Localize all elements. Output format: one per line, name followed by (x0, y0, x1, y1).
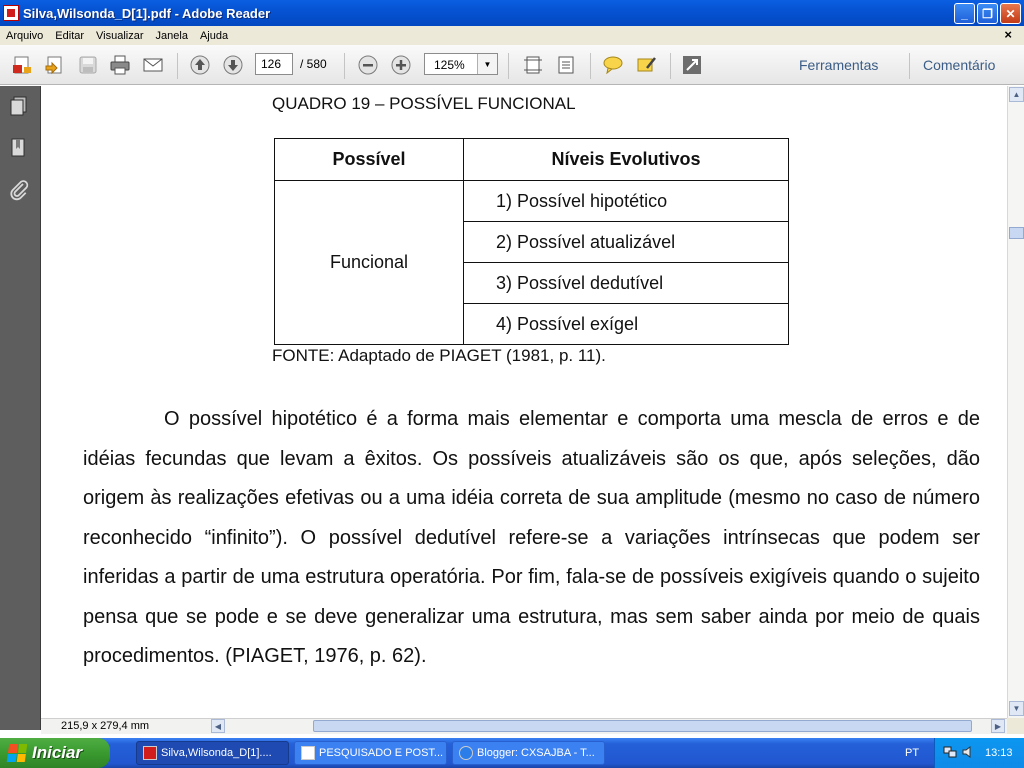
scroll-right-icon[interactable]: ▶ (991, 719, 1005, 733)
window-title: Silva,Wilsonda_D[1].pdf - Adobe Reader (23, 5, 271, 21)
system-tray (934, 738, 1024, 768)
zoom-out-icon[interactable] (356, 53, 380, 77)
status-bar (41, 718, 1007, 734)
taskbar-item-label: Blogger: CXSAJBA - T... (477, 747, 595, 759)
create-pdf-icon[interactable] (10, 53, 34, 77)
tools-link[interactable]: Ferramentas (799, 57, 879, 73)
table-row-group: Funcional (275, 181, 464, 345)
menu-arquivo[interactable]: Arquivo (6, 29, 44, 42)
edit-pdf-icon[interactable] (42, 53, 66, 77)
email-icon[interactable] (141, 53, 165, 77)
taskbar-item-browser[interactable] (452, 741, 605, 765)
scroll-up-icon[interactable]: ▲ (1009, 87, 1024, 102)
table-cell: 2) Possível atualizável (464, 222, 789, 263)
menu-janela[interactable]: Janela (155, 29, 188, 42)
previous-page-icon[interactable] (188, 53, 212, 77)
table-cell: 4) Possível exígel (464, 304, 789, 345)
scroll-corner (1007, 718, 1024, 734)
comment-link[interactable]: Comentário (923, 57, 996, 73)
taskbar-item-label: PESQUISADO E POST... (319, 747, 444, 759)
toolbar-separator (508, 53, 509, 79)
taskbar-item-label: Silva,Wilsonda_D[1].... (161, 747, 272, 759)
body-paragraph: O possível hipotético é a forma mais elementar e comporta uma mescla de erros e de idéias fecundas que levam a êxitos. Os possíveis atualizáveis são os que, após seleções, dão origem às realizações efetivas ou a uma idéia correta de sua amplitude (mesmo no caso de número reconhecido “infinito”). O possível dedutível refere-se a variações intrínsecas que podem ser inferidas a partir de uma estrutura operatória. Por fim, fala-se de possíveis exigíveis quando o sujeito pensa que se pode e se deve generalizar uma estrutura, mas sem saber ainda por meio de quais procedimentos. (PIAGET, 1976, p. 62). (83, 408, 980, 667)
browser-icon (459, 746, 473, 760)
windows-logo-icon (7, 744, 28, 762)
pdf-icon (143, 746, 157, 760)
toolbar-separator (909, 53, 910, 79)
clock[interactable]: 13:13 (985, 747, 1013, 759)
toolbar (0, 45, 1024, 85)
table-caption: QUADRO 19 – POSSÍVEL FUNCIONAL (272, 94, 576, 113)
full-screen-icon[interactable] (680, 53, 704, 77)
save-icon[interactable] (76, 53, 100, 77)
zoom-value: 125% (434, 58, 465, 72)
fit-page-icon[interactable] (521, 53, 545, 77)
taskbar-item-reader[interactable] (136, 741, 289, 765)
taskbar (0, 738, 1024, 768)
table-source: FONTE: Adaptado de PIAGET (1981, p. 11). (272, 346, 606, 365)
toolbar-separator (670, 53, 671, 79)
next-page-icon[interactable] (221, 53, 245, 77)
close-button[interactable]: ✕ (1000, 3, 1021, 24)
vertical-scrollbar[interactable] (1007, 86, 1024, 718)
toolbar-separator (344, 53, 345, 79)
page-total: / 580 (300, 57, 327, 71)
print-icon[interactable] (108, 53, 132, 77)
title-bar (0, 0, 1024, 26)
table-cell: 1) Possível hipotético (464, 181, 789, 222)
menu-bar (0, 26, 1024, 45)
scroll-down-icon[interactable]: ▼ (1009, 701, 1024, 716)
navigation-sidebar (0, 86, 41, 730)
chevron-down-icon[interactable]: ▼ (477, 54, 497, 74)
scroll-left-icon[interactable]: ◀ (211, 719, 225, 733)
bookmarks-icon[interactable] (7, 136, 31, 160)
zoom-select[interactable] (424, 53, 498, 75)
start-button[interactable] (0, 738, 110, 768)
document-icon (301, 746, 315, 760)
start-label: Iniciar (32, 743, 83, 762)
horizontal-scroll-thumb[interactable] (313, 720, 972, 732)
language-indicator[interactable]: PT (905, 747, 920, 759)
page-number-input[interactable]: 126 (255, 53, 293, 75)
close-document-icon[interactable]: × (1004, 27, 1012, 42)
table-cell: 3) Possível dedutível (464, 263, 789, 304)
toolbar-separator (177, 53, 178, 79)
network-icon[interactable] (943, 745, 957, 759)
page-size-label: 215,9 x 279,4 mm (61, 720, 150, 732)
fit-width-icon[interactable] (554, 53, 578, 77)
restore-button[interactable]: ❐ (977, 3, 998, 24)
speaker-icon[interactable] (961, 745, 975, 759)
highlight-icon[interactable] (634, 53, 658, 77)
taskbar-item-document[interactable] (294, 741, 447, 765)
table-header: Níveis Evolutivos (464, 139, 789, 181)
page-thumbnails-icon[interactable] (7, 94, 31, 118)
minimize-button[interactable]: _ (954, 3, 975, 24)
menu-editar[interactable]: Editar (55, 29, 85, 42)
comment-note-icon[interactable] (601, 53, 625, 77)
menu-visualizar[interactable]: Visualizar (96, 29, 144, 42)
levels-table (274, 138, 789, 345)
attachments-icon[interactable] (7, 178, 31, 202)
table-header: Possível (275, 139, 464, 181)
toolbar-separator (590, 53, 591, 79)
horizontal-scrollbar[interactable] (211, 719, 1007, 734)
zoom-in-icon[interactable] (389, 53, 413, 77)
menu-ajuda[interactable]: Ajuda (199, 29, 229, 42)
adobe-reader-icon (3, 5, 19, 21)
vertical-scroll-thumb[interactable] (1009, 227, 1024, 239)
document-view (41, 86, 1007, 718)
